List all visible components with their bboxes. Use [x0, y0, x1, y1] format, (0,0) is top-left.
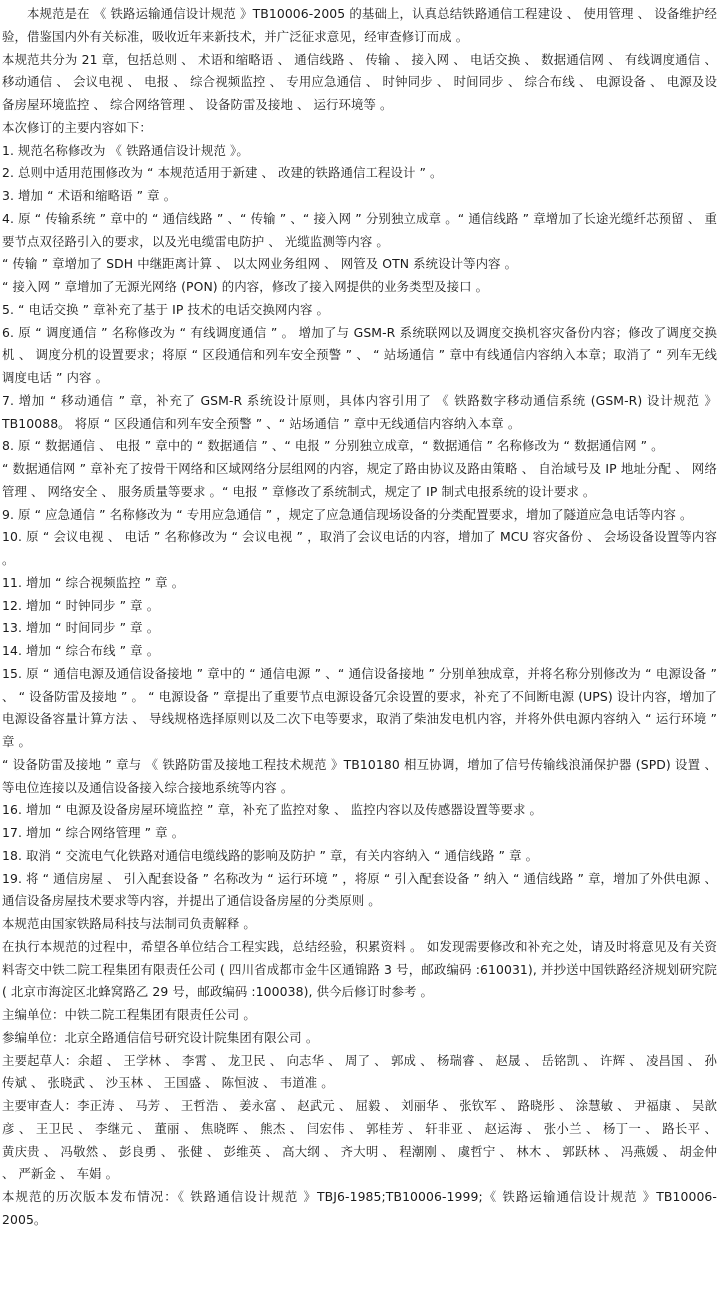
chapter-overview-paragraph: 本规范共分为 21 章，包括总则 、 术语和缩略语 、 通信线路 、 传输 、 接入网 、 电话交换 、 数据通信网 、 有线调度通信 、 移动通信 、 会议电视 、 电报 、 综合视频监控 、 专用应急通信 、 时钟同步 、 时间同步 、 综合布线 、 电源设备 、 电源及设备房屋环境监控 、 综合网络管理 、 设备防雷及接地 、 运行环境等 。	[2, 51, 717, 112]
revision-item: 19. 将 “ 通信房屋 、 引入配套设备 ” 名称改为 “ 运行环境 ” ，将原 “ 引入配套设备 ” 纳入 “ 通信线路 ” 章，增加了外供电源 、 通信设备房屋技术要求等内容，并提出了通信设备房屋的分类原则 。	[2, 870, 718, 909]
revision-item: 4. 原 “ 传输系统 ” 章中的 “ 通信线路 ” 、“ 传输 ” 、“ 接入网 ” 分别独立成章 。“ 通信线路 ” 章增加了长途光缆纤芯预留 、 重要节点双径路引入的要求，以及光电缆雷电防护 、 光缆监测等内容 。	[2, 210, 717, 249]
interpretation-note: 本规范由国家铁路局科技与法制司负责解释 。	[2, 916, 256, 931]
revision-item: 7. 增加 “ 移动通信 ” 章，补充了 GSM-R 系统设计原则，具体内容引用了 《 铁路数字移动通信系统 (GSM-R) 设计规范 》TB10088。 将原 “ 区段通信和列车安全预警 ” 、“ 站场通信 ” 章中无线通信内容纳入本章 。	[2, 392, 717, 431]
revision-item: “ 传输 ” 章增加了 SDH 中继距离计算 、 以太网业务组网 、 网管及 OTN 系统设计等内容 。	[2, 256, 518, 272]
main-drafters: 主要起草人：余超 、 王学林 、 李霄 、 龙卫民 、 向志华 、 周了 、 郭成 、 杨瑞睿 、 赵晟 、 岳铭凯 、 许辉 、 凌昌国 、 孙传斌 、 张晓武 、 沙玉林 、 王国盛 、 陈恒波 、 韦道准 。	[2, 1052, 717, 1091]
feedback-note: 在执行本规范的过程中，希望各单位结合工程实践，总结经验，积累资料 。 如发现需要修改和补充之处，请及时将意见及有关资料寄交中铁二院工程集团有限责任公司 ( 四川省成都市金牛区通锦路 3 号，邮政编码 :610031), 并抄送中国铁路经济规划研究院 ( 北京市海淀区北蜂窝路乙 29 号，邮政编码 :100038), 供今后修订时参考 。	[2, 938, 717, 1000]
main-reviewers: 主要审查人：李正涛 、 马芳 、 王哲浩 、 姜永富 、 赵武元 、 屈毅 、 刘丽华 、 张钦军 、 路晓彤 、 涂慧敏 、 尹福康 、 吴歆彦 、 王卫民 、 李继元 、 董丽 、 焦晓晖 、 熊杰 、 闫宏伟 、 郭桂芳 、 轩非亚 、 赵运海 、 张小兰 、 杨丁一 、 路长平 、 黄庆贵 、 冯敬然 、 彭良勇 、 张健 、 彭维英 、 高大纲 、 齐大明 、 程潮刚 、 虞哲宁 、 林木 、 郭跃林 、 冯燕媛 、 胡金仲 、 严新金 、 车娟 。	[2, 1098, 717, 1182]
revision-item: 16. 增加 “ 电源及设备房屋环境监控 ” 章，补充了监控对象 、 监控内容以及传感器设置等要求 。	[2, 802, 542, 818]
revision-item: 15. 原 “ 通信电源及通信设备接地 ” 章中的 “ 通信电源 ” 、“ 通信设备接地 ” 分别单独成章，并将名称分别修改为 “ 电源设备 ” 、 “ 设备防雷及接地 ” 。 “ 电源设备 ” 章提出了重要节点电源设备冗余设置的要求，补充了不间断电源 (UPS) 设计内容，增加了电源设备容量计算方法 、 导线规格选择原则以及二次下电等要求，取消了柴油发电机内容，并将外供电源内容纳入 “ 运行环境 ” 章 。	[2, 665, 717, 749]
revision-item: 14. 增加 “ 综合布线 ” 章 。	[2, 643, 160, 658]
revision-item: 9. 原 “ 应急通信 ” 名称修改为 “ 专用应急通信 ” ，规定了应急通信现场设备的分类配置要求，增加了隧道应急电话等内容 。	[2, 506, 693, 522]
version-history: 本规范的历次版本发布情况：《 铁路通信设计规范 》TBJ6-1985;TB10006-1999;《 铁路运输通信设计规范 》TB10006-2005。	[2, 1189, 717, 1227]
participating-unit: 参编单位：北京全路通信信号研究设计院集团有限公司 。	[2, 1029, 319, 1045]
revision-item: 11. 增加 “ 综合视频监控 ” 章 。	[2, 574, 185, 590]
chief-editor-unit: 主编单位：中铁二院工程集团有限责任公司 。	[2, 1007, 256, 1022]
revision-item: 10. 原 “ 会议电视 、 电话 ” 名称修改为 “ 会议电视 ” ，取消了会议电话的内容，增加了 MCU 容灾备份 、 会场设备设置等内容 。	[2, 529, 717, 567]
revision-item: “ 接入网 ” 章增加了无源光网络 (PON) 的内容，修改了接入网提供的业务类型及接口 。	[2, 279, 489, 294]
revision-item: 8. 原 “ 数据通信 、 电报 ” 章中的 “ 数据通信 ” 、“ 电报 ” 分别独立成章，“ 数据通信 ” 名称修改为 “ 数据通信网 ” 。	[2, 438, 664, 454]
revision-item: 17. 增加 “ 综合网络管理 ” 章 。	[2, 825, 185, 840]
revision-item: 3. 增加 “ 术语和缩略语 ” 章 。	[2, 188, 177, 203]
revision-item: 6. 原 “ 调度通信 ” 名称修改为 “ 有线调度通信 ” 。 增加了与 GSM-R 系统联网以及调度交换机容灾备份内容；修改了调度交换机 、 调度分机的设置要求；将原 “ 区段通信和列车安全预警 ” 、 “ 站场通信 ” 章中有线通信内容纳入本章；取消了 “ 列车无线调度电话 ” 内容 。	[2, 324, 717, 385]
revision-item: 13. 增加 “ 时间同步 ” 章 。	[2, 620, 160, 636]
revision-item: 5. “ 电话交换 ” 章补充了基于 IP 技术的电话交换网内容 。	[2, 301, 329, 317]
revision-item: “ 数据通信网 ” 章补充了按骨干网络和区域网络分层组网的内容，规定了路由协议及路由策略 、 自治域号及 IP 地址分配 、 网络管理 、 网络安全 、 服务质量等要求 。“ 电报 ” 章修改了系统制式，规定了 IP 制式电报系统的设计要求 。	[2, 461, 717, 499]
intro-paragraph: 本规范是在 《 铁路运输通信设计规范 》TB10006-2005 的基础上，认真总结铁路通信工程建设 、 使用管理 、 设备维护经验，借鉴国内外有关标准，吸收近年来新技术，并广泛征求意见，经审查修订而成 。	[2, 6, 717, 44]
revision-item: 18. 取消 “ 交流电气化铁路对通信电缆线路的影响及防护 ” 章，有关内容纳入 “ 通信线路 ” 章 。	[2, 847, 539, 863]
revision-item: “ 设备防雷及接地 ” 章与 《 铁路防雷及接地工程技术规范 》TB10180 相互协调，增加了信号传输线浪涌保护器 (SPD) 设置 、 等电位连接以及通信设备接入综合接地系统等内容 。	[2, 756, 717, 795]
revision-item: 2. 总则中适用范围修改为 “ 本规范适用于新建 、 改建的铁路通信工程设计 ” 。	[2, 165, 443, 181]
revision-item: 12. 增加 “ 时钟同步 ” 章 。	[2, 597, 160, 613]
revision-item: 1. 规范名称修改为 《 铁路通信设计规范 》。	[2, 142, 249, 158]
revision-heading: 本次修订的主要内容如下：	[2, 119, 152, 135]
